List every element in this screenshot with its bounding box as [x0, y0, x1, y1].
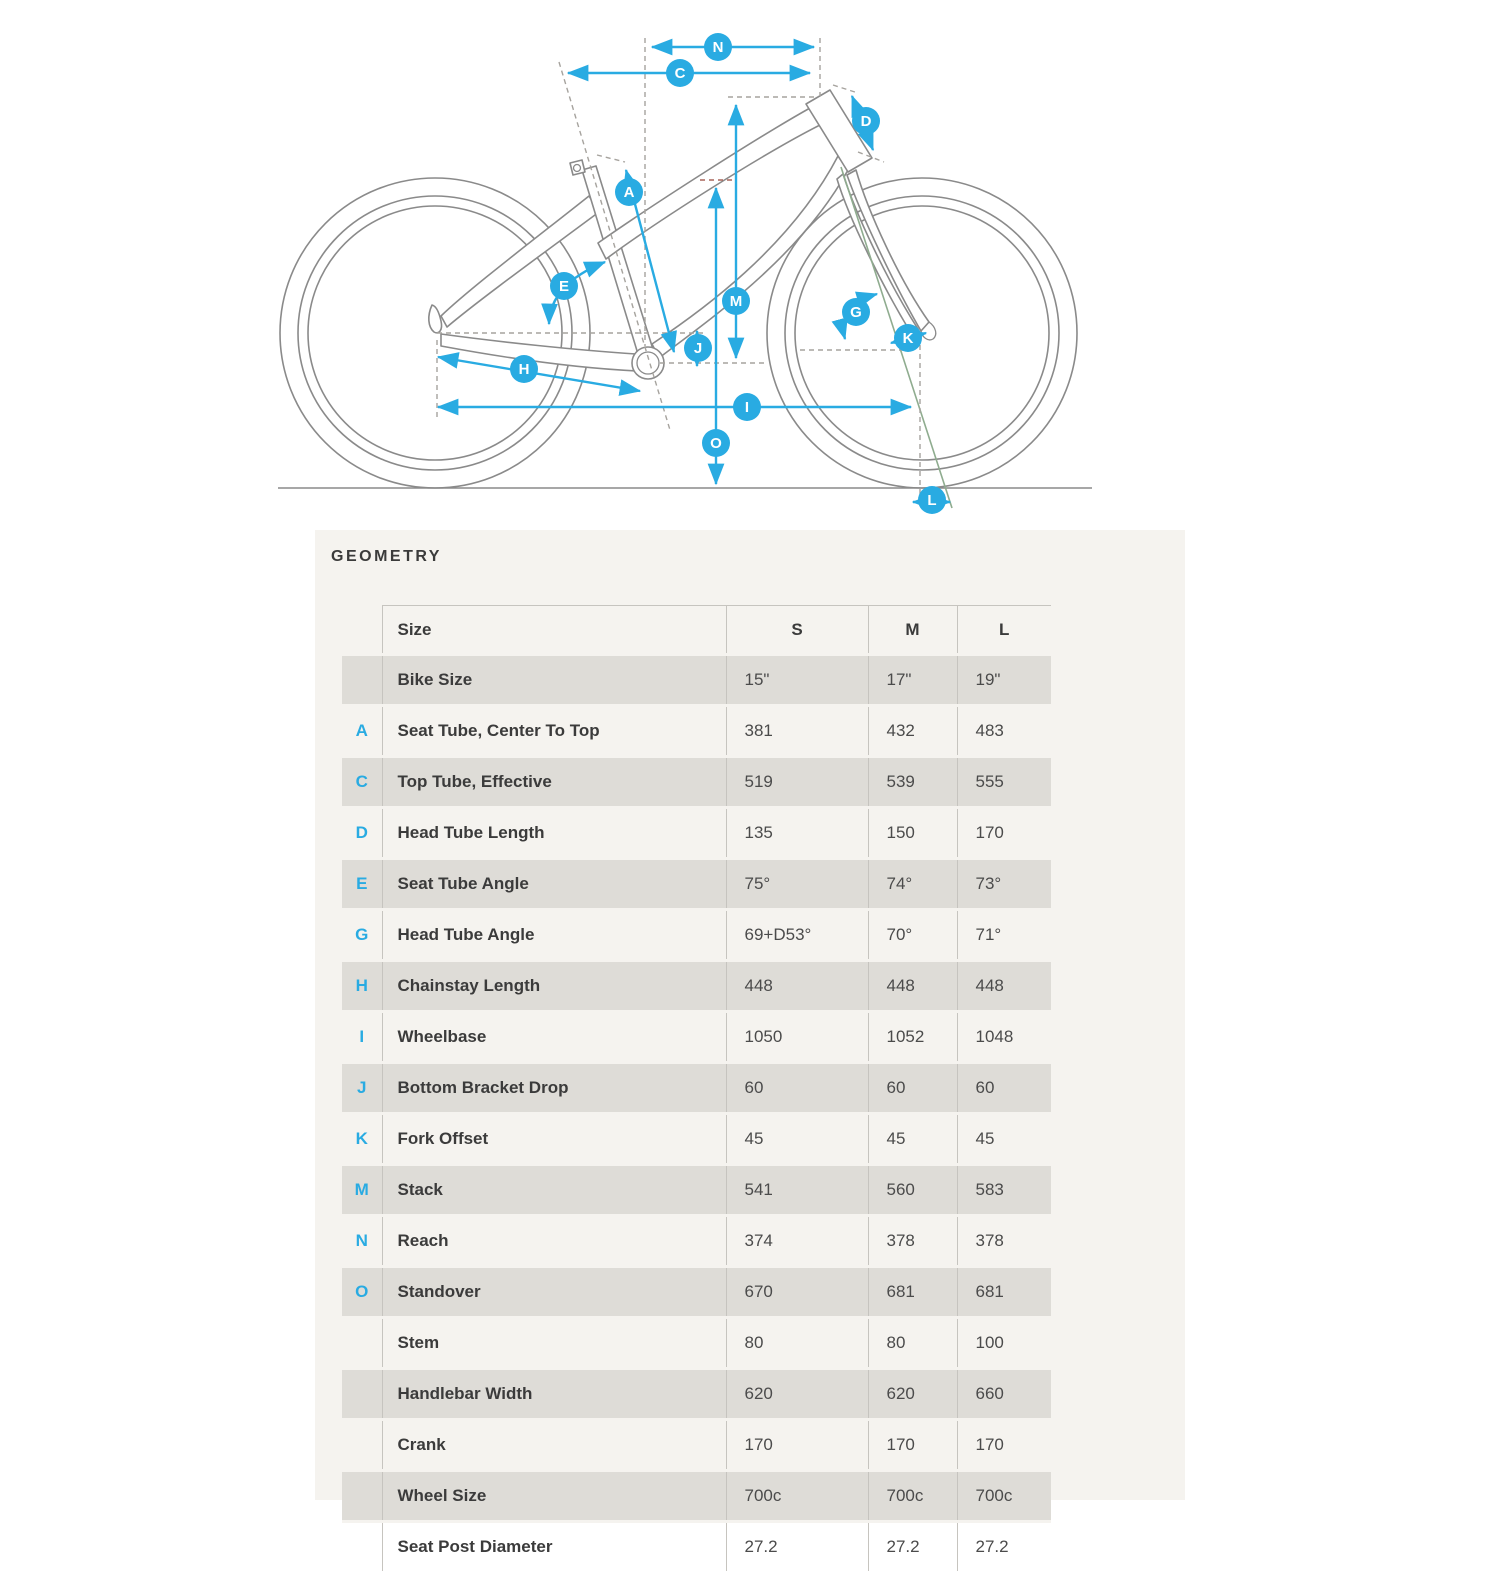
dimension-letter-cell: H	[342, 961, 382, 1012]
dimension-letter-cell	[342, 1522, 382, 1571]
size-header: Size	[382, 606, 726, 655]
table-row	[342, 1165, 1051, 1216]
table-row	[342, 961, 1051, 1012]
col-header-m: M	[868, 606, 957, 655]
geometry-table	[342, 605, 1051, 1571]
value-cell-m: 70°	[868, 910, 957, 961]
value-cell-s: 45	[726, 1114, 868, 1165]
dimension-badge-letter: O	[710, 435, 722, 452]
dimension-label-cell: Reach	[382, 1216, 726, 1267]
dimension-label-cell: Bottom Bracket Drop	[382, 1063, 726, 1114]
dimension-label-cell: Head Tube Angle	[382, 910, 726, 961]
dimension-label-cell: Wheel Size	[382, 1471, 726, 1522]
dimension-badge-letter: A	[624, 184, 635, 201]
value-cell-l: 448	[957, 961, 1051, 1012]
value-cell-l: 60	[957, 1063, 1051, 1114]
value-cell-s: 135	[726, 808, 868, 859]
value-cell-s: 60	[726, 1063, 868, 1114]
dimension-label-cell: Chainstay Length	[382, 961, 726, 1012]
table-row	[342, 1216, 1051, 1267]
dimension-letter-cell: G	[342, 910, 382, 961]
table-row	[342, 1267, 1051, 1318]
dimension-badge-letter: G	[850, 304, 862, 321]
value-cell-m: 17"	[868, 655, 957, 706]
value-cell-s: 541	[726, 1165, 868, 1216]
value-cell-s: 519	[726, 757, 868, 808]
dimension-label-cell: Handlebar Width	[382, 1369, 726, 1420]
value-cell-l: 73°	[957, 859, 1051, 910]
value-cell-l: 378	[957, 1216, 1051, 1267]
dimension-letter-cell: J	[342, 1063, 382, 1114]
table-row	[342, 1369, 1051, 1420]
value-cell-m: 560	[868, 1165, 957, 1216]
dimension-letter-cell: O	[342, 1267, 382, 1318]
value-cell-m: 60	[868, 1063, 957, 1114]
table-row	[342, 859, 1051, 910]
value-cell-s: 15"	[726, 655, 868, 706]
dimension-letter-cell: C	[342, 757, 382, 808]
value-cell-m: 620	[868, 1369, 957, 1420]
dimension-label-cell: Wheelbase	[382, 1012, 726, 1063]
value-cell-m: 378	[868, 1216, 957, 1267]
value-cell-m: 150	[868, 808, 957, 859]
value-cell-m: 27.2	[868, 1522, 957, 1571]
table-row	[342, 655, 1051, 706]
table-header-row	[342, 606, 1051, 655]
value-cell-s: 448	[726, 961, 868, 1012]
value-cell-m: 170	[868, 1420, 957, 1471]
dimension-letter-cell	[342, 655, 382, 706]
value-cell-m: 539	[868, 757, 957, 808]
table-row	[342, 757, 1051, 808]
value-cell-l: 1048	[957, 1012, 1051, 1063]
dimension-label-cell: Bike Size	[382, 655, 726, 706]
table-row	[342, 1420, 1051, 1471]
dimension-badge-letter: M	[730, 293, 743, 310]
value-cell-m: 681	[868, 1267, 957, 1318]
geometry-table-body	[342, 655, 1051, 1571]
dimension-letter-cell: M	[342, 1165, 382, 1216]
panel-title: GEOMETRY	[315, 530, 1185, 566]
dimension-letter-cell: A	[342, 706, 382, 757]
value-cell-l: 19"	[957, 655, 1051, 706]
dimension-badge-letter: H	[519, 361, 530, 378]
table-row	[342, 1522, 1051, 1571]
dimension-label-cell: Stack	[382, 1165, 726, 1216]
dimension-badge-letter: N	[713, 39, 724, 56]
dimension-letter-cell	[342, 1318, 382, 1369]
dimension-label-cell: Seat Tube Angle	[382, 859, 726, 910]
dimension-label-cell: Head Tube Length	[382, 808, 726, 859]
value-cell-l: 45	[957, 1114, 1051, 1165]
value-cell-l: 170	[957, 1420, 1051, 1471]
dimension-letter-cell: D	[342, 808, 382, 859]
value-cell-s: 381	[726, 706, 868, 757]
dimension-letter-cell	[342, 1369, 382, 1420]
value-cell-l: 483	[957, 706, 1051, 757]
value-cell-l: 71°	[957, 910, 1051, 961]
value-cell-s: 170	[726, 1420, 868, 1471]
dimension-label-cell: Seat Tube, Center To Top	[382, 706, 726, 757]
dimension-label-cell: Fork Offset	[382, 1114, 726, 1165]
dimension-letter-cell	[342, 1471, 382, 1522]
value-cell-m: 45	[868, 1114, 957, 1165]
value-cell-m: 700c	[868, 1471, 957, 1522]
geometry-panel	[315, 530, 1185, 1500]
dimension-label-cell: Standover	[382, 1267, 726, 1318]
value-cell-s: 69+D53°	[726, 910, 868, 961]
value-cell-s: 80	[726, 1318, 868, 1369]
value-cell-l: 170	[957, 808, 1051, 859]
value-cell-m: 1052	[868, 1012, 957, 1063]
value-cell-s: 75°	[726, 859, 868, 910]
dimension-label-cell: Crank	[382, 1420, 726, 1471]
value-cell-s: 374	[726, 1216, 868, 1267]
dimension-badge-letter: K	[903, 330, 914, 347]
dimension-badge-letter: J	[694, 340, 702, 357]
value-cell-s: 700c	[726, 1471, 868, 1522]
value-cell-m: 74°	[868, 859, 957, 910]
value-cell-m: 80	[868, 1318, 957, 1369]
dimension-letter-cell: K	[342, 1114, 382, 1165]
value-cell-s: 27.2	[726, 1522, 868, 1571]
dimension-letter-cell: E	[342, 859, 382, 910]
value-cell-s: 1050	[726, 1012, 868, 1063]
col-header-s: S	[726, 606, 868, 655]
dimension-label-cell: Top Tube, Effective	[382, 757, 726, 808]
dimension-badge-letter: L	[927, 492, 936, 509]
value-cell-l: 100	[957, 1318, 1051, 1369]
dimension-badge-letter: C	[675, 65, 686, 82]
table-row	[342, 1318, 1051, 1369]
table-row	[342, 808, 1051, 859]
table-row	[342, 1063, 1051, 1114]
dimension-letter-cell: I	[342, 1012, 382, 1063]
table-row	[342, 1114, 1051, 1165]
col-header-l: L	[957, 606, 1051, 655]
value-cell-l: 700c	[957, 1471, 1051, 1522]
dimension-label-cell: Stem	[382, 1318, 726, 1369]
dimension-badge-letter: D	[861, 113, 872, 130]
bike-geometry-diagram	[0, 0, 1500, 530]
dimension-letter-cell	[342, 1420, 382, 1471]
letter-column-header	[342, 606, 382, 655]
value-cell-l: 660	[957, 1369, 1051, 1420]
dimension-label-cell: Seat Post Diameter	[382, 1522, 726, 1571]
value-cell-s: 670	[726, 1267, 868, 1318]
table-row	[342, 910, 1051, 961]
dimension-badge-letter: I	[745, 399, 749, 416]
value-cell-l: 681	[957, 1267, 1051, 1318]
value-cell-s: 620	[726, 1369, 868, 1420]
value-cell-l: 27.2	[957, 1522, 1051, 1571]
table-row	[342, 1012, 1051, 1063]
value-cell-m: 432	[868, 706, 957, 757]
dimension-letter-cell: N	[342, 1216, 382, 1267]
value-cell-l: 583	[957, 1165, 1051, 1216]
dimension-badge-letter: E	[559, 278, 569, 295]
value-cell-l: 555	[957, 757, 1051, 808]
value-cell-m: 448	[868, 961, 957, 1012]
table-row	[342, 706, 1051, 757]
table-row	[342, 1471, 1051, 1522]
